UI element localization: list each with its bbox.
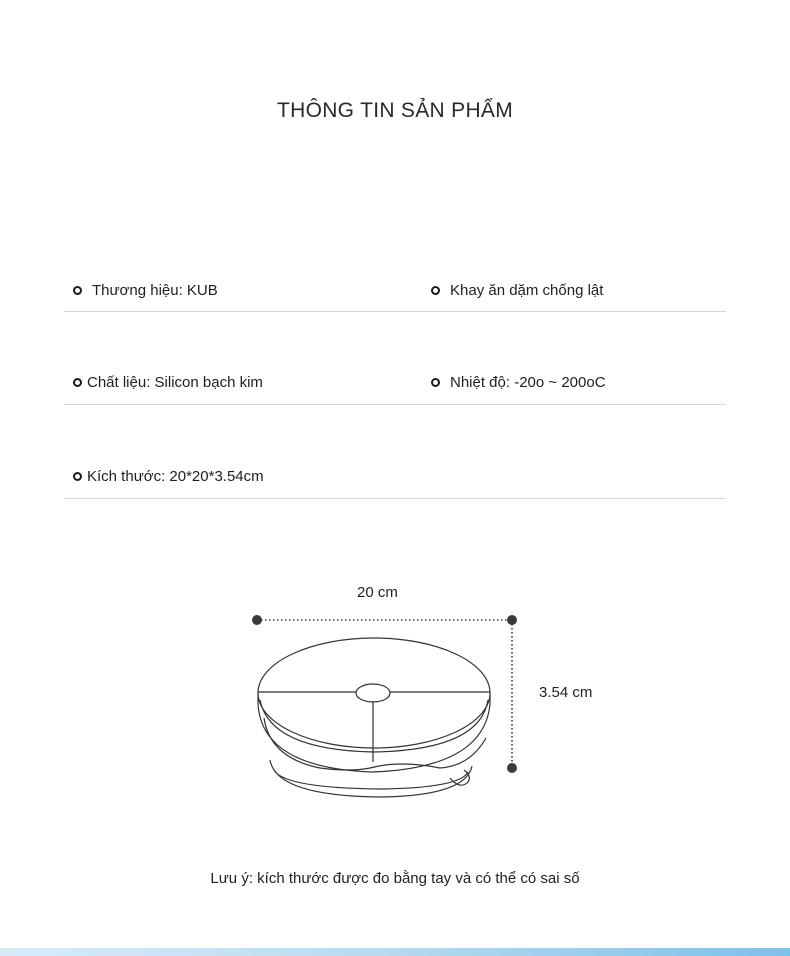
bullet-icon (431, 286, 440, 295)
tray-drawing (258, 638, 490, 797)
divider (64, 404, 726, 405)
width-dimension-label: 20 cm (357, 584, 398, 601)
bullet-icon (73, 378, 82, 387)
endpoint-dot (507, 615, 517, 625)
measurement-note: Lưu ý: kích thước được đo bằng tay và có thể có sai số (210, 870, 580, 887)
bullet-icon (73, 472, 82, 481)
divider (64, 498, 726, 499)
footer-gradient-bar (0, 948, 790, 956)
spec-material-text: Chất liệu: Silicon bạch kim (87, 374, 263, 391)
spec-size-text: Kích thước: 20*20*3.54cm (87, 468, 264, 485)
spec-temperature (431, 374, 606, 391)
spec-size (73, 468, 264, 485)
spec-temperature-text: Nhiệt độ: -20o ~ 200oC (450, 374, 606, 391)
divider (64, 311, 726, 312)
spec-material (73, 374, 263, 391)
page-title: THÔNG TIN SẢN PHẨM (276, 99, 514, 122)
spec-product-type-text: Khay ăn dặm chống lật (450, 282, 604, 299)
endpoint-dot (507, 763, 517, 773)
tray-dimension-diagram (240, 600, 540, 810)
spec-product-type (431, 282, 603, 299)
spec-brand-text: Thương hiệu: KUB (92, 282, 218, 299)
endpoint-dot (252, 615, 262, 625)
spec-brand (73, 282, 218, 299)
bullet-icon (431, 378, 440, 387)
height-dimension-label: 3.54 cm (539, 684, 593, 701)
bullet-icon (73, 286, 82, 295)
